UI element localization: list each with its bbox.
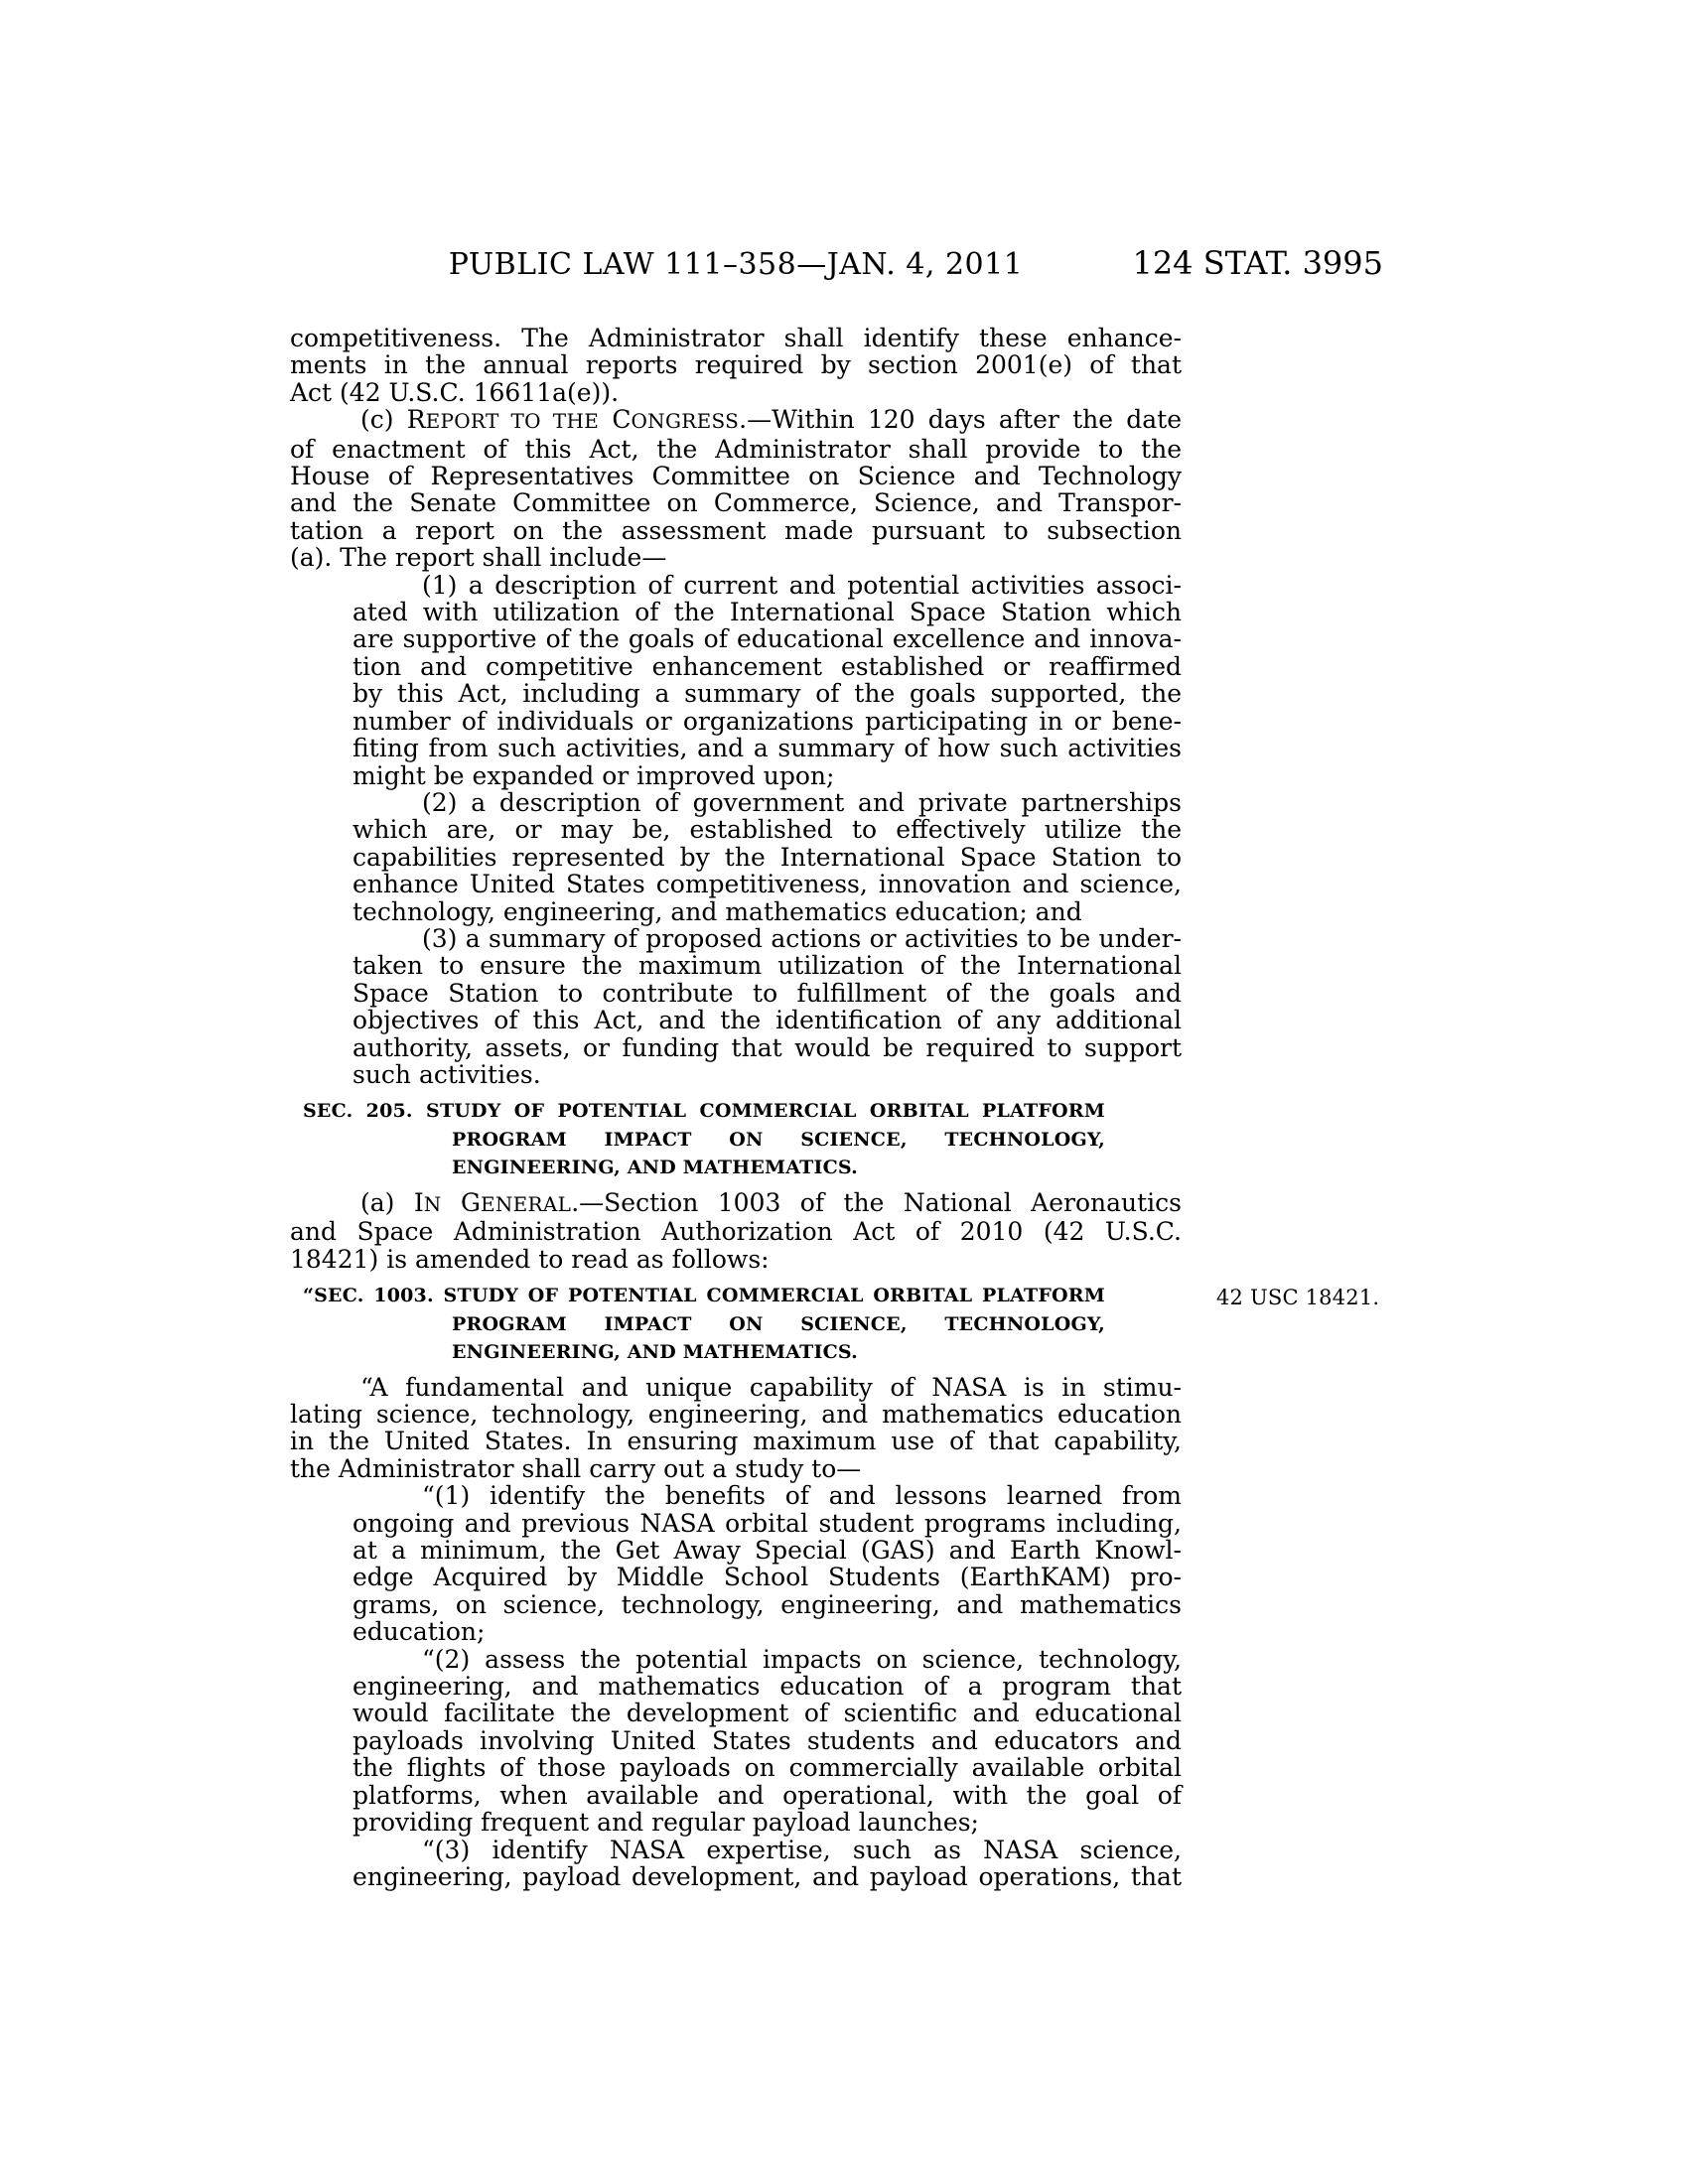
text-line: such activities. (352, 1059, 541, 1089)
text-line: by this Act, including a summary of the goals supported, the (352, 679, 1182, 709)
text-line: “SEC. 1003. STUDY OF POTENTIAL COMMERCIAL ORBITAL PLATFORM (303, 1285, 1105, 1307)
text-line: “(2) assess the potential impacts on science, technology, (422, 1644, 1182, 1674)
text-line: would facilitate the development of scientific and educational (352, 1699, 1182, 1728)
margin-note-citation: 42 USC 18421. (1216, 1286, 1380, 1310)
text-line: number of individuals or organizations participating in or bene- (352, 706, 1182, 736)
text-line: and the Senate Committee on Commerce, Science, and Transpor- (290, 488, 1182, 518)
text-line: providing frequent and regular payload launches; (352, 1808, 979, 1838)
text-line: are supportive of the goals of educational excellence and innova- (352, 624, 1182, 654)
document-body (290, 324, 1380, 1891)
text-line: and Space Administration Authorization Act of 2010 (42 U.S.C. (290, 1217, 1182, 1247)
text-line: education; (352, 1617, 486, 1647)
text-line: grams, on science, technology, engineering, and mathematics (352, 1589, 1182, 1619)
page-header-law-title: PUBLIC LAW 111–358—JAN. 4, 2011 (448, 247, 1024, 282)
small-caps-text: EPORT TO THE (425, 409, 600, 434)
text-line: fiting from such activities, and a summary of how such activities (352, 734, 1182, 763)
small-caps-text: N (423, 1191, 442, 1216)
paragraph (352, 925, 1182, 1088)
text-line: House of Representatives Committee on Science and Technology (290, 462, 1182, 491)
text-line: might be expanded or improved upon; (352, 760, 835, 790)
text-line: ated with utilization of the International Space Station which (352, 598, 1182, 627)
text-line: Act (42 U.S.C. 16611a(e)). (290, 377, 620, 407)
paragraph (352, 1837, 1182, 1891)
text-line: “(3) identify NASA expertise, such as NASA science, (422, 1835, 1182, 1864)
text-line: platforms, when available and operational, with the goal of (352, 1780, 1182, 1810)
text-line: PROGRAM IMPACT ON SCIENCE, TECHNOLOGY, (452, 1128, 1105, 1151)
text-line: the Administrator shall carry out a study to— (290, 1453, 862, 1483)
text-line: 18421) is amended to read as follows: (290, 1244, 770, 1274)
text-line: tion and competitive enhancement established or reaffirmed (352, 651, 1182, 681)
text-line: taken to ensure the maximum utilization of the International (352, 951, 1182, 981)
paragraph (290, 406, 1182, 571)
text-line: technology, engineering, and mathematics education; and (352, 896, 1082, 926)
text-line: engineering, and mathematics education of a program that (352, 1672, 1182, 1702)
text-line: in the United States. In ensuring maximum use of that capability, (290, 1427, 1182, 1456)
text-line: ments in the annual reports required by section 2001(e) of that (290, 350, 1182, 380)
text-line: payloads involving United States students and educators and (352, 1725, 1182, 1755)
small-caps-text: ONGRESS (631, 409, 740, 434)
text-line: objectives of this Act, and the identification of any additional (352, 1006, 1182, 1035)
text-line: capabilities represented by the International Space Station to (352, 842, 1182, 872)
small-caps-text: ENERAL (480, 1191, 572, 1216)
paragraph (290, 1189, 1182, 1273)
text-line: ongoing and previous NASA orbital student programs including, (352, 1508, 1182, 1538)
text-line: (c) REPORT TO THE CONGRESS.—Within 120 days after the date (360, 405, 1183, 435)
text-line: of enactment of this Act, the Administrator shall provide to the (290, 434, 1182, 464)
paragraph (290, 1374, 1182, 1483)
text-line: PROGRAM IMPACT ON SCIENCE, TECHNOLOGY, (452, 1312, 1105, 1335)
text-line: (a) IN GENERAL.—Section 1003 of the National Aeronautics (360, 1187, 1183, 1217)
text-line: SEC. 205. STUDY OF POTENTIAL COMMERCIAL ORBITAL PLATFORM (303, 1100, 1105, 1123)
section-heading (303, 1097, 1105, 1182)
text-line: edge Acquired by Middle School Students (EarthKAM) pro- (352, 1563, 1182, 1592)
text-line: which are, or may be, established to effectively utilize the (352, 815, 1182, 845)
text-line: “(1) identify the benefits of and lessons learned from (422, 1481, 1182, 1511)
page-header-stat-number: 124 STAT. 3995 (1132, 244, 1383, 282)
text-line: enhance United States competitiveness, innovation and science, (352, 870, 1182, 899)
text-line: (3) a summary of proposed actions or activities to be under- (422, 923, 1182, 953)
text-line: Space Station to contribute to fulfillment of the goals and (352, 978, 1182, 1008)
text-line: tation a report on the assessment made pursuant to subsection (290, 515, 1182, 545)
paragraph (352, 1646, 1182, 1837)
text-line: engineering, payload development, and payload operations, that (352, 1861, 1182, 1891)
paragraph (290, 325, 1182, 406)
text-line: at a minimum, the Get Away Special (GAS) and Earth Knowl- (352, 1536, 1182, 1566)
text-line: ENGINEERING, AND MATHEMATICS. (452, 1157, 858, 1179)
paragraph (352, 572, 1182, 789)
paragraph (352, 1482, 1182, 1645)
paragraph (352, 789, 1182, 925)
text-line: (2) a description of government and private partnerships (422, 787, 1182, 817)
text-line: authority, assets, or funding that would be required to support (352, 1032, 1182, 1062)
text-line: “A fundamental and unique capability of NASA is in stimu- (360, 1372, 1182, 1402)
text-line: the flights of those payloads on commercially available orbital (352, 1753, 1182, 1783)
section-heading (303, 1282, 1380, 1367)
text-line: ENGINEERING, AND MATHEMATICS. (452, 1341, 858, 1364)
text-line: lating science, technology, engineering, and mathematics education (290, 1400, 1182, 1429)
text-line: competitiveness. The Administrator shall identify these enhance- (290, 324, 1182, 352)
text-line: (a). The report shall include— (290, 543, 667, 573)
text-line: (1) a description of current and potential activities associ- (422, 570, 1182, 600)
